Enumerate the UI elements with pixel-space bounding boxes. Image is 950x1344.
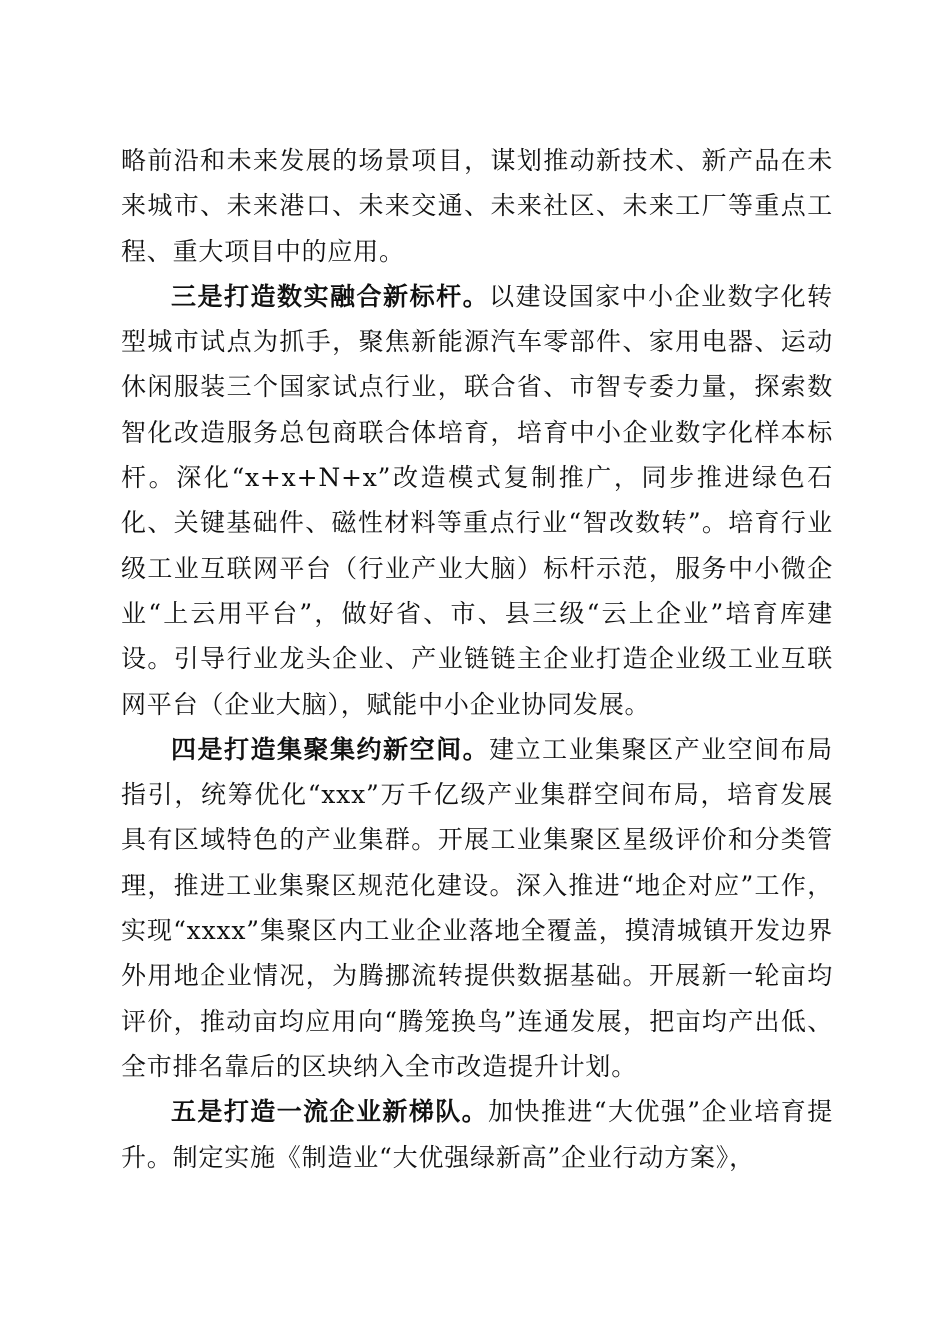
paragraph-section-four (121, 727, 833, 1089)
paragraph-lead: 三是打造数实融合新标杆。 (171, 281, 490, 311)
paragraph-body: 建立工业集聚区产业空间布局指引，统筹优化“xxx”万千亿级产业集群空间布局，培育发展具有区域特色的产业集群。开展工业集聚区星级评价和分类管理，推进工业集聚区规范化建设。深入推进“地企对应”工作，实现“xxxx”集聚区内工业企业落地全覆盖，摸清城镇开发边界外用地企业情况，为腾挪流转提供数据基础。开展新一轮亩均评价，推动亩均应用向“腾笼换鸟”连通发展，把亩均产出低、全市排名靠后的区块纳入全市改造提升计划。 (121, 734, 833, 1081)
paragraph-body: 以建设国家中小企业数字化转型城市试点为抓手，聚焦新能源汽车零部件、家用电器、运动休闲服装三个国家试点行业，联合省、市智专委力量，探索数智化改造服务总包商联合体培育，培育中小企业数字化样本标杆。深化“x+x+N+x”改造模式复制推广，同步推进绿色石化、关键基础件、磁性材料等重点行业“智改数转”。培育行业级工业互联网平台（行业产业大脑）标杆示范，服务中小微企业“上云用平台”，做好省、市、县三级“云上企业”培育库建设。引导行业龙头企业、产业链链主企业打造企业级工业互联网平台（企业大脑），赋能中小企业协同发展。 (121, 281, 833, 719)
paragraph-lead: 四是打造集聚集约新空间。 (171, 734, 490, 764)
paragraph-section-five (121, 1089, 833, 1180)
paragraph-continuation (121, 138, 833, 274)
paragraph-body: 加快推进“大优强”企业培育提升。制定实施《制造业“大优强绿新高”企业行动方案》， (121, 1097, 833, 1172)
paragraph-lead: 五是打造一流企业新梯队。 (171, 1097, 489, 1127)
paragraph-body: 略前沿和未来发展的场景项目，谋划推动新技术、新产品在未来城市、未来港口、未来交通、未来社区、未来工厂等重点工程、重大项目中的应用。 (121, 146, 833, 266)
document-body (121, 138, 833, 1180)
paragraph-section-three (121, 274, 833, 727)
